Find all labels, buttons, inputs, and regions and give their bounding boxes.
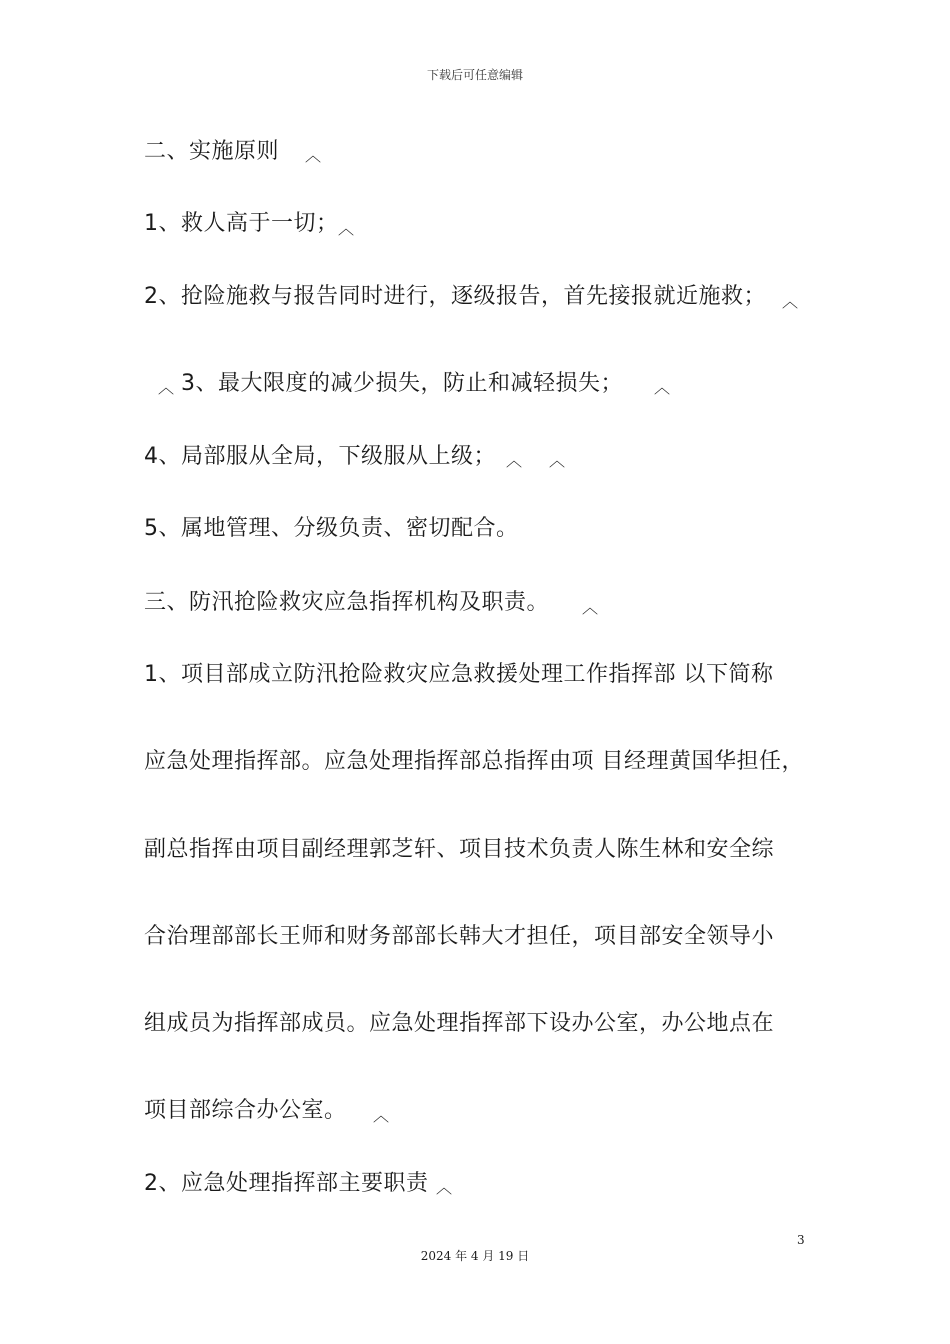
caret-mark: ︿ [305, 146, 322, 165]
page-number: 3 [797, 1233, 805, 1247]
paragraph-line-3: 副总指挥由项目副经理郭芝轩、项目技术负责人陈生林和安全综 [144, 837, 775, 862]
paragraph-line-1: 1、项目部成立防汛抢险救灾应急救援处理工作指挥部 以下简称 [144, 662, 774, 687]
paragraph-line-5: 组成员为指挥部成员。应急处理指挥部下设办公室，办公地点在 [144, 1011, 775, 1036]
heading-command-structure: 三、防汛抢险救灾应急指挥机构及职责。 [144, 590, 550, 615]
caret-mark: ︿ [373, 1106, 390, 1125]
heading-implementation-principles: 二、实施原则 [144, 139, 280, 164]
principle-1: 1、救人高于一切； [144, 211, 339, 236]
subheading-main-duties: 2、应急处理指挥部主要职责 [144, 1171, 429, 1196]
paragraph-line-2: 应急处理指挥部。应急处理指挥部总指挥由项 目经理黄国华担任， [144, 749, 804, 774]
caret-mark: ︿ [782, 292, 799, 311]
caret-mark: ︿ [338, 219, 355, 238]
caret-mark: ︿ [158, 378, 175, 397]
caret-mark: ︿ [582, 598, 599, 617]
principle-2: 2、抢险施救与报告同时进行，逐级报告，首先接报就近施救； [144, 284, 766, 309]
footer-date: 2024 年 4 月 19 日 [420, 1249, 530, 1263]
principle-4: 4、局部服从全局，下级服从上级； [144, 444, 496, 469]
caret-mark: ︿ [436, 1178, 453, 1197]
caret-mark: ︿ [549, 451, 566, 470]
principle-3: 3、最大限度的减少损失，防止和减轻损失； [181, 371, 623, 396]
page-header: 下载后可任意编辑 [426, 68, 523, 82]
caret-mark: ︿ [506, 451, 523, 470]
paragraph-line-6: 项目部综合办公室。 [144, 1098, 347, 1123]
paragraph-line-4: 合治理部部长王师和财务部部长韩大才担任，项目部安全领导小 [144, 924, 775, 949]
principle-5: 5、属地管理、分级负责、密切配合。 [144, 516, 519, 541]
caret-mark: ︿ [654, 378, 671, 397]
